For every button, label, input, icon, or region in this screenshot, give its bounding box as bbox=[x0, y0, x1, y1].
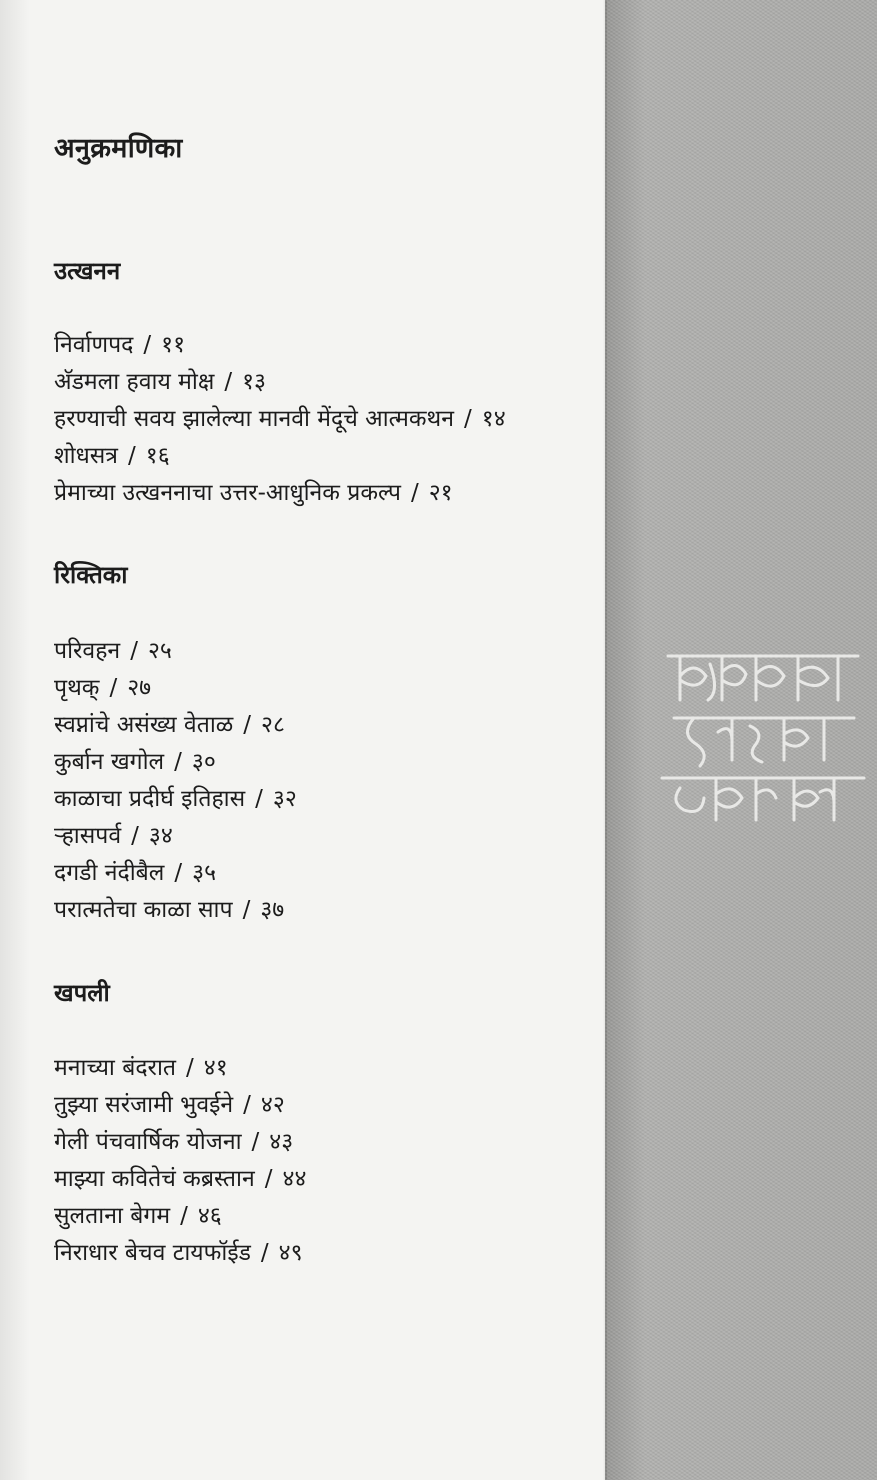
side-panel-edge bbox=[603, 0, 607, 1480]
entry-page-number: ३७ bbox=[260, 897, 285, 923]
section-heading-3: खपली bbox=[54, 979, 110, 1007]
entry-separator: / bbox=[242, 897, 251, 923]
entry-title: मनाच्या बंदरात bbox=[54, 1055, 177, 1081]
toc-entry bbox=[54, 710, 285, 740]
entry-separator: / bbox=[128, 443, 136, 469]
entry-page-number: ३० bbox=[191, 749, 216, 775]
entry-separator: / bbox=[130, 638, 138, 664]
entry-separator: / bbox=[131, 823, 139, 849]
entry-page-number: २१ bbox=[428, 480, 453, 506]
entry-page-number: ४३ bbox=[269, 1129, 294, 1155]
entry-page-number: ११ bbox=[161, 332, 186, 358]
toc-entry bbox=[54, 1127, 293, 1157]
entry-page-number: ४२ bbox=[260, 1092, 285, 1118]
toc-entry bbox=[54, 1201, 222, 1231]
entry-separator: / bbox=[174, 860, 183, 886]
page-title: अनुक्रमणिका bbox=[54, 133, 183, 164]
toc-entry bbox=[54, 747, 216, 777]
entry-separator: / bbox=[180, 1203, 188, 1229]
toc-entry bbox=[54, 330, 185, 360]
toc-entry bbox=[54, 1053, 228, 1083]
entry-title: हरण्याची सवय झालेल्या मानवी मेंदूचे आत्मकथन bbox=[54, 406, 455, 432]
entry-title: प्रेमाच्या उत्खननाचा उत्तर-आधुनिक प्रकल्प bbox=[54, 480, 401, 506]
book-emblem-logo bbox=[658, 642, 868, 832]
toc-entry bbox=[54, 673, 151, 703]
entry-title: सुलताना बेगम bbox=[54, 1203, 171, 1229]
entry-separator: / bbox=[264, 1166, 273, 1192]
entry-title: दगडी नंदीबैल bbox=[54, 860, 165, 886]
entry-page-number: २५ bbox=[147, 638, 172, 664]
entry-separator: / bbox=[109, 675, 118, 701]
entry-title: निर्वाणपद bbox=[54, 332, 134, 358]
entry-separator: / bbox=[243, 1092, 251, 1118]
entry-page-number: १६ bbox=[145, 443, 170, 469]
entry-title: शोधसत्र bbox=[54, 443, 118, 469]
entry-page-number: ४९ bbox=[278, 1240, 303, 1266]
entry-title: निराधार बेचव टायफॉईड bbox=[54, 1240, 251, 1266]
entry-title: अ‍ॅडमला हवाय मोक्ष bbox=[54, 369, 215, 395]
entry-page-number: ३४ bbox=[148, 823, 173, 849]
entry-page-number: ४६ bbox=[197, 1203, 222, 1229]
toc-entry bbox=[54, 1238, 303, 1268]
entry-separator: / bbox=[186, 1055, 194, 1081]
page-gutter-shadow bbox=[0, 0, 30, 1480]
toc-entry bbox=[54, 1090, 285, 1120]
entry-page-number: ३२ bbox=[272, 786, 297, 812]
section-heading-2: रिक्तिका bbox=[54, 561, 128, 589]
entry-title: स्वप्नांचे असंख्य वेताळ bbox=[54, 712, 234, 738]
entry-title: कुर्बान खगोल bbox=[54, 749, 165, 775]
entry-separator: / bbox=[224, 369, 233, 395]
toc-entry bbox=[54, 404, 506, 434]
entry-separator: / bbox=[143, 332, 152, 358]
entry-separator: / bbox=[243, 712, 252, 738]
entry-separator: / bbox=[174, 749, 182, 775]
toc-entry bbox=[54, 478, 453, 508]
toc-entry bbox=[54, 784, 297, 814]
entry-page-number: ३५ bbox=[192, 860, 217, 886]
toc-entry bbox=[54, 367, 266, 397]
entry-separator: / bbox=[410, 480, 419, 506]
toc-entry bbox=[54, 1164, 306, 1194]
entry-title: परिवहन bbox=[54, 638, 121, 664]
entry-separator: / bbox=[260, 1240, 269, 1266]
entry-title: ऱ्हासपर्व bbox=[54, 823, 122, 849]
entry-page-number: ४१ bbox=[203, 1055, 228, 1081]
entry-page-number: २८ bbox=[261, 712, 285, 738]
entry-title: तुझ्या सरंजामी भुवईने bbox=[54, 1092, 234, 1118]
entry-separator: / bbox=[464, 406, 472, 432]
entry-page-number: १४ bbox=[481, 406, 506, 432]
toc-entry bbox=[54, 895, 284, 925]
entry-title: माझ्या कवितेचं कब्रस्तान bbox=[54, 1166, 255, 1192]
entry-title: गेली पंचवार्षिक योजना bbox=[54, 1129, 242, 1155]
toc-entry bbox=[54, 636, 172, 666]
entry-page-number: २७ bbox=[127, 675, 152, 701]
toc-entry bbox=[54, 441, 170, 471]
entry-title: काळाचा प्रदीर्घ इतिहास bbox=[54, 786, 246, 812]
entry-separator: / bbox=[255, 786, 263, 812]
toc-entry bbox=[54, 858, 216, 888]
section-heading-1: उत्खनन bbox=[54, 257, 121, 285]
entry-page-number: ४४ bbox=[282, 1166, 307, 1192]
entry-title: पृथक् bbox=[54, 675, 100, 701]
entry-title: परात्मतेचा काळा साप bbox=[54, 897, 233, 923]
entry-separator: / bbox=[251, 1129, 260, 1155]
entry-page-number: १३ bbox=[242, 369, 266, 395]
toc-entry bbox=[54, 821, 173, 851]
